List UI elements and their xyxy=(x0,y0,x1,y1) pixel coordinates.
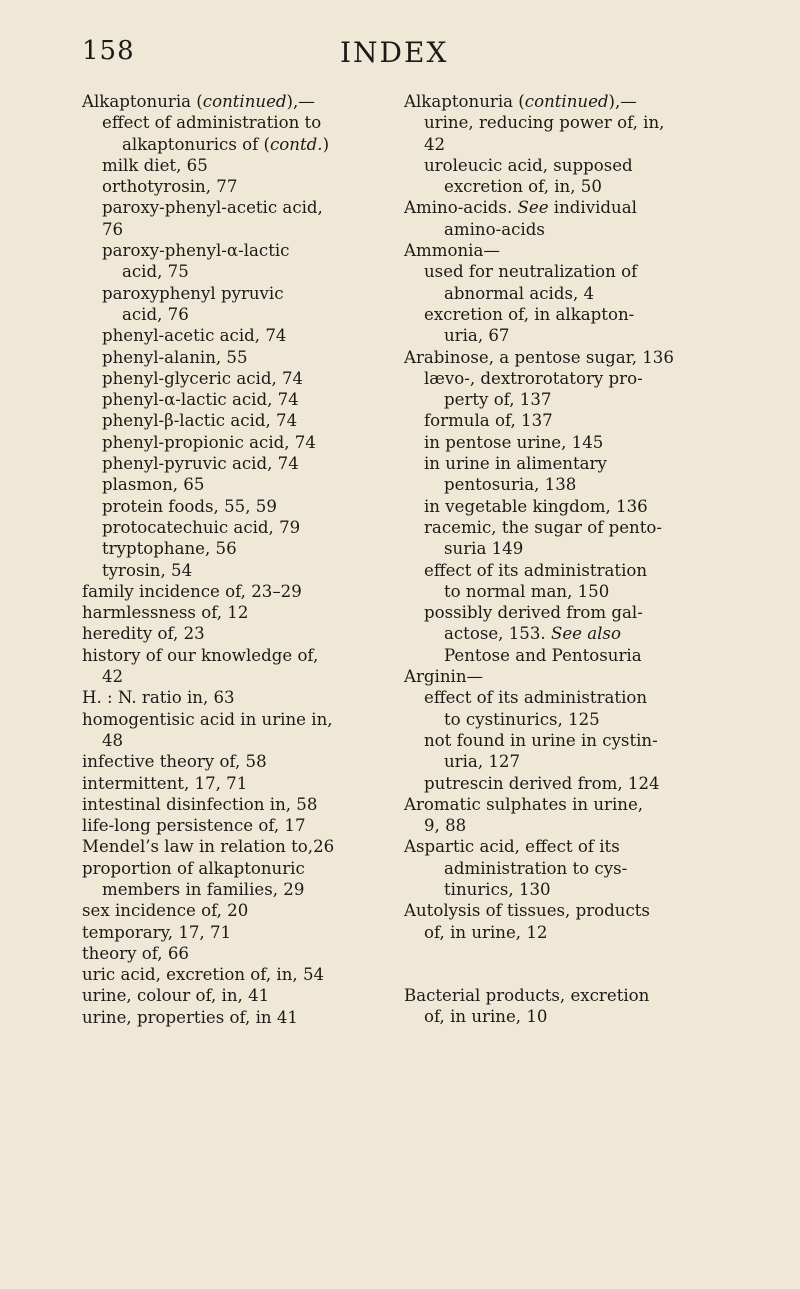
index-entry: intestinal disinfection in, 58 xyxy=(82,794,318,814)
index-entry: of, in urine, 10 xyxy=(424,1007,548,1027)
index-entry: phenyl-glyceric acid, 74 xyxy=(102,368,304,388)
index-entry: Aspartic acid, effect of its xyxy=(404,837,620,857)
index-entry: protocatechuic acid, 79 xyxy=(102,517,301,537)
index-entry: Aromatic sulphates in urine, xyxy=(404,794,644,814)
index-entry: tyrosin, 54 xyxy=(102,560,193,580)
index-entry: Ammonia— xyxy=(404,241,500,261)
index-entry: Pentose and Pentosuria xyxy=(444,645,642,665)
index-entry: in vegetable kingdom, 136 xyxy=(424,496,648,516)
index-entry: Amino-acids. See individual xyxy=(404,198,637,218)
index-entry: to cystinurics, 125 xyxy=(444,709,600,729)
index-entry: urine, colour of, in, 41 xyxy=(82,986,270,1006)
index-entry: heredity of, 23 xyxy=(82,624,205,644)
index-entry: 42 xyxy=(102,667,124,687)
index-entry: putrescin derived from, 124 xyxy=(424,773,660,793)
index-entry: racemic, the sugar of pento- xyxy=(424,517,663,537)
index-entry: Mendel’s law in relation to,26 xyxy=(82,837,335,857)
index-entry: phenyl-acetic acid, 74 xyxy=(102,326,287,346)
index-entry: urine, reducing power of, in, xyxy=(424,113,665,133)
index-entry: phenyl-α-lactic acid, 74 xyxy=(102,390,299,410)
index-entry: phenyl-pyruvic acid, 74 xyxy=(102,454,299,474)
index-entry: formula of, 137 xyxy=(424,411,553,431)
index-entry: amino-acids xyxy=(444,219,545,239)
index-entry: lævo-, dextrorotatory pro- xyxy=(424,368,643,388)
index-entry: acid, 76 xyxy=(122,304,189,324)
index-column-right xyxy=(404,91,744,1027)
index-entry: homogentisic acid in urine in, xyxy=(82,709,333,729)
index-entry: to normal man, 150 xyxy=(444,581,610,601)
index-entry: orthotyrosin, 77 xyxy=(102,177,238,197)
index-entry: uric acid, excretion of, in, 54 xyxy=(82,965,325,985)
index-entry: in pentose urine, 145 xyxy=(424,432,604,452)
index-entry: administration to cys- xyxy=(444,858,628,878)
index-entry: phenyl-propionic acid, 74 xyxy=(102,432,316,452)
index-entry: possibly derived from gal- xyxy=(424,603,643,623)
index-entry: alkaptonurics of (contd.) xyxy=(122,134,330,154)
index-entry: tryptophane, 56 xyxy=(102,539,237,559)
index-entry: H. : N. ratio in, 63 xyxy=(82,688,235,708)
index-entry: used for neutralization of xyxy=(424,262,638,282)
index-entry: milk diet, 65 xyxy=(102,155,208,175)
index-entry: temporary, 17, 71 xyxy=(82,922,232,942)
index-entry: sex incidence of, 20 xyxy=(82,901,249,921)
index-entry: family incidence of, 23–29 xyxy=(82,581,302,601)
index-entry: members in families, 29 xyxy=(102,879,305,899)
index-entry: urine, properties of, in 41 xyxy=(82,1007,298,1027)
index-entry: plasmon, 65 xyxy=(102,475,205,495)
index-entry: effect of its administration xyxy=(424,688,648,708)
index-entry: of, in urine, 12 xyxy=(424,922,548,942)
index-entry: abnormal acids, 4 xyxy=(444,283,595,303)
index-column-left xyxy=(82,91,422,1028)
index-entry: perty of, 137 xyxy=(444,390,552,410)
index-entry: not found in urine in cystin- xyxy=(424,730,658,750)
index-entry: paroxy-phenyl-acetic acid, xyxy=(102,198,323,218)
index-entry: tinurics, 130 xyxy=(444,879,551,899)
index-entry: Autolysis of tissues, products xyxy=(404,901,650,921)
index-entry: harmlessness of, 12 xyxy=(82,603,249,623)
index-entry: 42 xyxy=(424,134,446,154)
index-entry: Alkaptonuria (continued),— xyxy=(82,92,315,111)
index-entry: phenyl-alanin, 55 xyxy=(102,347,248,367)
index-entry: proportion of alkaptonuric xyxy=(82,858,305,878)
index-entry: intermittent, 17, 71 xyxy=(82,773,248,793)
index-entry: pentosuria, 138 xyxy=(444,475,577,495)
index-entry: history of our knowledge of, xyxy=(82,645,319,665)
page-header xyxy=(0,36,800,76)
index-gap xyxy=(404,943,744,985)
index-entry: Arabinose, a pentose sugar, 136 xyxy=(404,347,674,367)
index-entry: effect of administration to xyxy=(102,113,322,133)
index-entry: acid, 75 xyxy=(122,262,189,282)
index-entry: Alkaptonuria (continued),— xyxy=(404,92,637,111)
index-entry: theory of, 66 xyxy=(82,943,189,963)
index-entry: 76 xyxy=(102,219,124,239)
index-entry: life-long persistence of, 17 xyxy=(82,816,306,836)
page-title: INDEX xyxy=(340,36,449,69)
index-entry: paroxyphenyl pyruvic xyxy=(102,283,284,303)
page-number: 158 xyxy=(82,36,135,66)
index-entry: suria 149 xyxy=(444,539,524,559)
index-entry: Bacterial products, excretion xyxy=(404,985,650,1005)
index-entry: uria, 127 xyxy=(444,752,521,772)
index-entry: uroleucic acid, supposed xyxy=(424,155,633,175)
index-entry: phenyl-β-lactic acid, 74 xyxy=(102,411,298,431)
index-entry: infective theory of, 58 xyxy=(82,752,267,772)
index-entry: Arginin— xyxy=(404,667,484,687)
index-entry: actose, 153. See also xyxy=(444,624,621,644)
index-entry: excretion of, in alkapton- xyxy=(424,304,635,324)
index-entry: 9, 88 xyxy=(424,816,467,836)
index-entry: in urine in alimentary xyxy=(424,454,607,474)
index-entry: excretion of, in, 50 xyxy=(444,177,602,197)
index-entry: paroxy-phenyl-α-lactic xyxy=(102,241,290,261)
index-entry: protein foods, 55, 59 xyxy=(102,496,277,516)
index-entry: effect of its administration xyxy=(424,560,648,580)
index-entry: uria, 67 xyxy=(444,326,510,346)
index-entry: 48 xyxy=(102,730,124,750)
